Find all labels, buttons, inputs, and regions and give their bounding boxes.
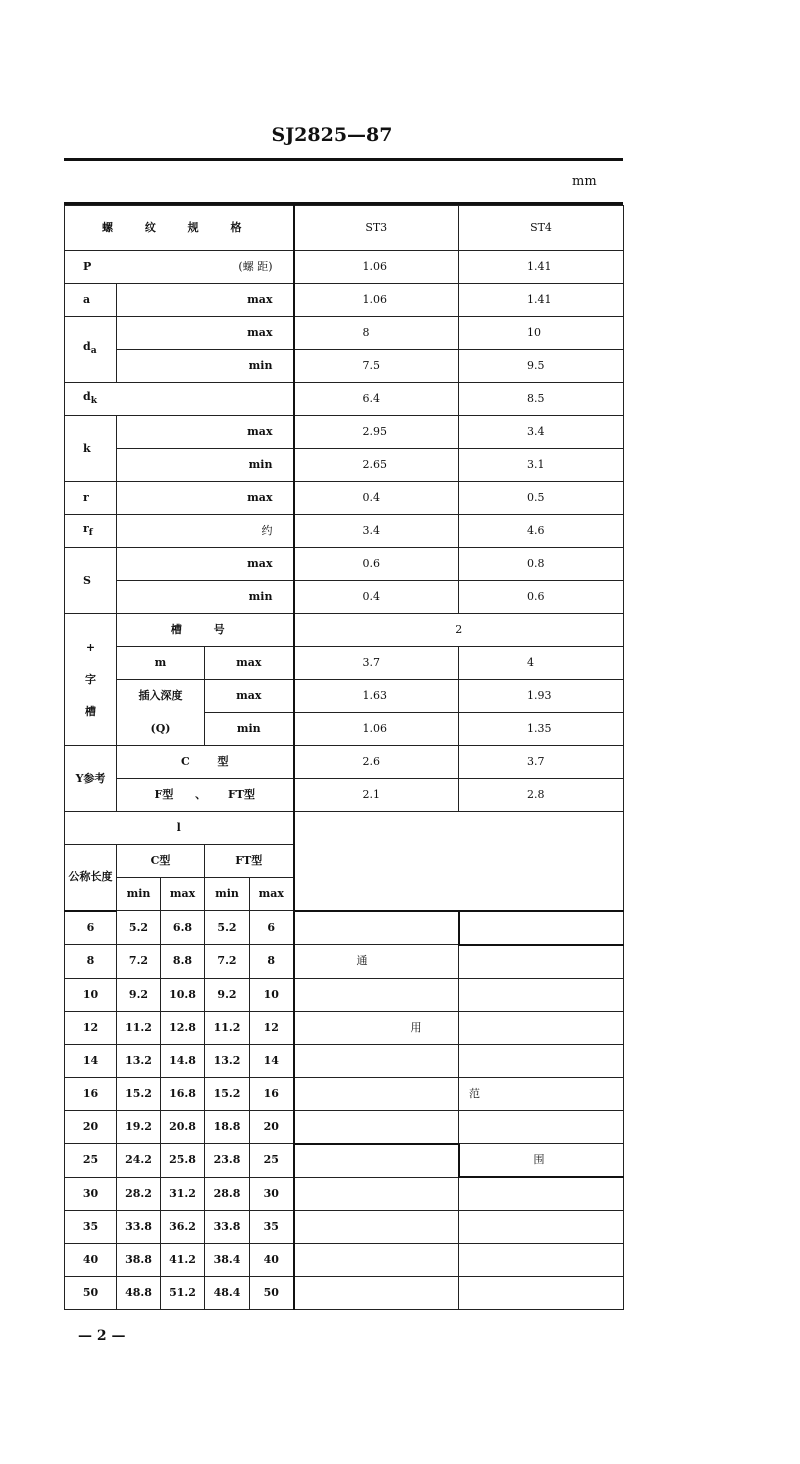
q-label: (Q) [117, 713, 205, 746]
table-row [65, 251, 624, 284]
cell-value: 0.4 [294, 482, 459, 515]
cell-ft-max: 25 [250, 1144, 294, 1178]
cell-ft-min: 9.2 [205, 978, 250, 1011]
table-row [65, 614, 624, 647]
sym-da [65, 317, 117, 383]
cell-ft-min: 15.2 [205, 1077, 250, 1110]
sym-s: S [65, 548, 117, 614]
table-row [65, 449, 624, 482]
sym-r: r [65, 482, 117, 515]
group-char: 字 [85, 672, 96, 686]
cell-ft-min: 33.8 [205, 1211, 250, 1244]
cell-l: 6 [65, 911, 117, 945]
cell-l: 10 [65, 978, 117, 1011]
cell-value: 1.35 [459, 713, 624, 746]
cell-ft-min: 7.2 [205, 945, 250, 979]
qualifier: 约 [117, 515, 294, 548]
table-row [65, 647, 624, 680]
cell-l: 40 [65, 1244, 117, 1277]
table-row [65, 680, 624, 713]
cell-value: 2.6 [294, 746, 459, 779]
slot-no-value: 2 [294, 614, 624, 647]
cell-ft-max: 20 [250, 1110, 294, 1144]
cell-ft-max: 30 [250, 1177, 294, 1211]
cell-c-max: 31.2 [161, 1177, 205, 1211]
cell-c-max: 16.8 [161, 1077, 205, 1110]
sym-p: P [65, 251, 117, 284]
table-row [65, 945, 624, 979]
cell-c-max: 51.2 [161, 1277, 205, 1310]
cell-value: 0.6 [294, 548, 459, 581]
cell-value: 0.5 [459, 482, 624, 515]
nominal-length-label: 公称长度 [65, 845, 117, 911]
range-cell [294, 1044, 459, 1077]
range-cell [294, 978, 459, 1011]
cell-value: 9.5 [459, 350, 624, 383]
cell-c-max: 12.8 [161, 1011, 205, 1044]
range-cell [459, 978, 624, 1011]
range-cell [294, 1244, 459, 1277]
qualifier: min [117, 350, 294, 383]
sym-rf-main: r [83, 521, 89, 535]
cell-c-min: 5.2 [117, 911, 161, 945]
cell-value: 1.06 [294, 284, 459, 317]
range-cell [459, 1044, 624, 1077]
range-cell [459, 1077, 624, 1110]
cell-l: 30 [65, 1177, 117, 1211]
thread-spec-header: 螺 纹 规 格 [65, 206, 294, 251]
table-row [65, 383, 624, 416]
cell-c-min: 38.8 [117, 1244, 161, 1277]
cell-ft-max: 35 [250, 1211, 294, 1244]
range-char: 用 [410, 1020, 422, 1034]
ft-type-header: FT型 [205, 845, 294, 878]
range-char: 围 [533, 1153, 545, 1166]
cell-c-min: 19.2 [117, 1110, 161, 1144]
table-row [65, 1244, 624, 1277]
range-cell [459, 1177, 624, 1211]
cell-l: 14 [65, 1044, 117, 1077]
min-header: min [117, 878, 161, 911]
cell-c-max: 14.8 [161, 1044, 205, 1077]
cell-value: 3.4 [459, 416, 624, 449]
cell-c-min: 11.2 [117, 1011, 161, 1044]
cell-ft-min: 48.4 [205, 1277, 250, 1310]
range-cell [459, 1211, 624, 1244]
table-row [65, 548, 624, 581]
range-cell [294, 1077, 459, 1110]
table-row [65, 1044, 624, 1077]
c-type-header: C型 [117, 845, 205, 878]
cell-value: 1.93 [459, 680, 624, 713]
cell-ft-max: 10 [250, 978, 294, 1011]
cell-ft-min: 28.8 [205, 1177, 250, 1211]
table-row [65, 1277, 624, 1310]
table-row [65, 1177, 624, 1211]
cell-c-min: 33.8 [117, 1211, 161, 1244]
cell-value: 0.4 [294, 581, 459, 614]
table-row [65, 1144, 624, 1178]
cell-value: 2.95 [294, 416, 459, 449]
header-row [65, 206, 624, 251]
spec-table [64, 205, 624, 1310]
cell-value: 3.7 [294, 647, 459, 680]
cell-value: 3.4 [294, 515, 459, 548]
sym-rf-sub: f [88, 527, 93, 539]
cell-ft-max: 50 [250, 1277, 294, 1310]
table-row [65, 515, 624, 548]
cell-value: 1.06 [294, 713, 459, 746]
cell-ft-max: 12 [250, 1011, 294, 1044]
range-cell [459, 945, 624, 979]
cell-ft-min: 5.2 [205, 911, 250, 945]
qualifier: max [205, 647, 294, 680]
cell-l: 12 [65, 1011, 117, 1044]
cell-value: 7.5 [294, 350, 459, 383]
cell-l: 8 [65, 945, 117, 979]
cell-ft-max: 6 [250, 911, 294, 945]
cell-c-min: 48.8 [117, 1277, 161, 1310]
c-type-label: C 型 [117, 746, 294, 779]
cell-l: 20 [65, 1110, 117, 1144]
cross-slot-group-label [65, 614, 117, 746]
cell-c-min: 13.2 [117, 1044, 161, 1077]
sym-a: a [65, 284, 117, 317]
qualifier: max [117, 482, 294, 515]
sym-k: k [65, 416, 117, 482]
cell-c-max: 20.8 [161, 1110, 205, 1144]
table-row [65, 1211, 624, 1244]
range-cell [459, 1244, 624, 1277]
table-row [65, 713, 624, 746]
qualifier: min [117, 581, 294, 614]
m-label: m [117, 647, 205, 680]
cell-value: 3.1 [459, 449, 624, 482]
range-cell [294, 1144, 459, 1178]
cell-ft-min: 11.2 [205, 1011, 250, 1044]
cell-ft-max: 8 [250, 945, 294, 979]
group-char: + [85, 640, 96, 654]
qualifier: max [117, 416, 294, 449]
cell-value: 0.8 [459, 548, 624, 581]
table-row [65, 746, 624, 779]
sym-dk-main: d [83, 389, 91, 403]
table-row [65, 482, 624, 515]
table-row [65, 416, 624, 449]
table-row [65, 581, 624, 614]
cell-value: 6.4 [294, 383, 459, 416]
cell-c-max: 36.2 [161, 1211, 205, 1244]
slot-no-label: 槽 号 [117, 614, 294, 647]
cell-value: 1.63 [294, 680, 459, 713]
cell-ft-min: 38.4 [205, 1244, 250, 1277]
cell-c-max: 25.8 [161, 1144, 205, 1178]
sym-dk-sub: k [90, 395, 98, 407]
cell-ft-max: 40 [250, 1244, 294, 1277]
cell-value: 8.5 [459, 383, 624, 416]
cell-value: 10 [459, 317, 624, 350]
qualifier: max [117, 317, 294, 350]
cell-c-min: 15.2 [117, 1077, 161, 1110]
range-cell [294, 1277, 459, 1310]
max-header: max [161, 878, 205, 911]
length-symbol: l [65, 812, 294, 845]
qualifier: min [117, 449, 294, 482]
table-row [65, 911, 624, 945]
cell-ft-max: 14 [250, 1044, 294, 1077]
range-char: 通 [356, 954, 368, 968]
cell-c-max: 41.2 [161, 1244, 205, 1277]
qualifier: max [205, 680, 294, 713]
cell-value: 4.6 [459, 515, 624, 548]
range-cell [294, 1177, 459, 1211]
range-cell [294, 1011, 459, 1044]
f-ft-type-label: F型 、 FT型 [117, 779, 294, 812]
table-row [65, 812, 624, 845]
cell-l: 35 [65, 1211, 117, 1244]
pitch-note: (螺 距) [117, 251, 294, 284]
table-row [65, 350, 624, 383]
cell-value: 1.41 [459, 284, 624, 317]
document-code: SJ2825—87 [271, 124, 393, 146]
cell-c-min: 28.2 [117, 1177, 161, 1211]
cell-value: 3.7 [459, 746, 624, 779]
table-row [65, 1011, 624, 1044]
range-cell [459, 1110, 624, 1144]
range-cell [459, 1277, 624, 1310]
blank-area [294, 812, 624, 911]
y-ref-label: Y参考 [65, 746, 117, 812]
top-rule [64, 158, 623, 161]
unit-label: mm [572, 174, 597, 189]
range-char: 范 [469, 1086, 480, 1100]
cell-value: 2.1 [294, 779, 459, 812]
cell-value: 8 [294, 317, 459, 350]
cell-c-min: 9.2 [117, 978, 161, 1011]
cell-value: 1.06 [294, 251, 459, 284]
group-char: 槽 [85, 704, 96, 718]
cell-c-min: 7.2 [117, 945, 161, 979]
range-cell [294, 1110, 459, 1144]
table-row [65, 1110, 624, 1144]
insert-depth-label: 插入深度 [117, 680, 205, 713]
qualifier: min [205, 713, 294, 746]
cell-value: 2.65 [294, 449, 459, 482]
qualifier: max [117, 284, 294, 317]
table-row [65, 284, 624, 317]
cell-ft-min: 18.8 [205, 1110, 250, 1144]
cell-c-max: 8.8 [161, 945, 205, 979]
cell-c-max: 10.8 [161, 978, 205, 1011]
cell-c-min: 24.2 [117, 1144, 161, 1178]
cell-ft-min: 23.8 [205, 1144, 250, 1178]
range-cell [459, 1011, 624, 1044]
cell-l: 16 [65, 1077, 117, 1110]
col-st4-header: ST4 [459, 206, 624, 251]
table-row [65, 317, 624, 350]
table-row [65, 1077, 624, 1110]
cell-value: 2.8 [459, 779, 624, 812]
cell-l: 25 [65, 1144, 117, 1178]
cell-c-max: 6.8 [161, 911, 205, 945]
range-cell [459, 1144, 624, 1178]
cell-value: 0.6 [459, 581, 624, 614]
cell-ft-min: 13.2 [205, 1044, 250, 1077]
range-cell [294, 911, 459, 945]
cell-l: 50 [65, 1277, 117, 1310]
col-st3-header: ST3 [294, 206, 459, 251]
table-row [65, 779, 624, 812]
cell-value: 1.41 [459, 251, 624, 284]
qualifier: max [117, 548, 294, 581]
sym-da-main: d [83, 340, 91, 354]
sym-da-sub: a [90, 345, 97, 357]
range-cell [459, 911, 624, 945]
range-cell [294, 1211, 459, 1244]
cell-ft-max: 16 [250, 1077, 294, 1110]
max-header: max [250, 878, 294, 911]
sym-rf [65, 515, 117, 548]
range-cell [294, 945, 459, 979]
min-header: min [205, 878, 250, 911]
page-number: — 2 — [78, 1328, 126, 1344]
cell-value: 4 [459, 647, 624, 680]
table-row [65, 978, 624, 1011]
sym-dk [65, 383, 294, 416]
